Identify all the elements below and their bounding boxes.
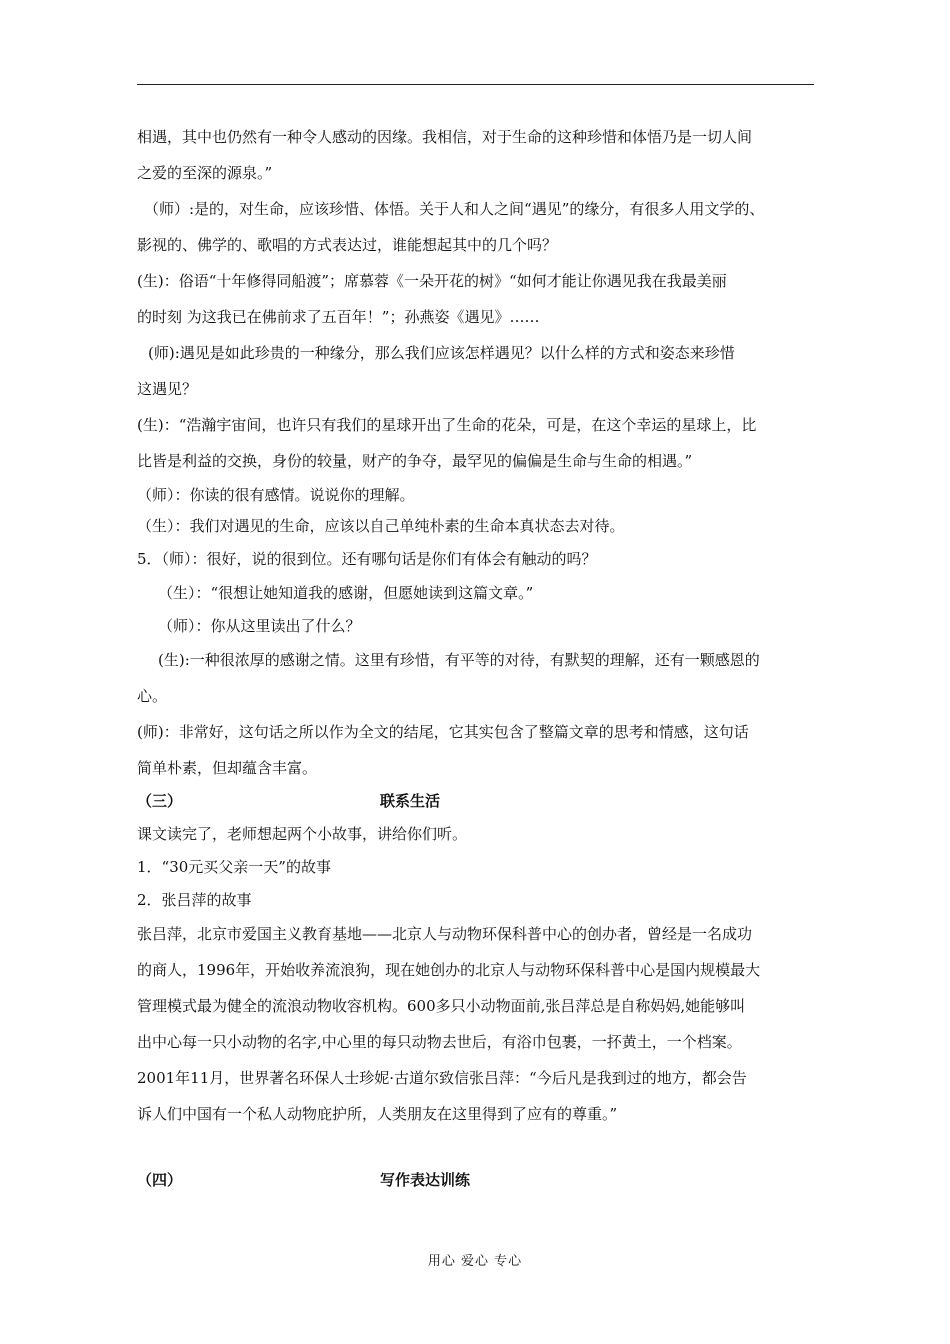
paragraph-line: 2001年11月，世界著名环保人士珍妮·古道尔致信张吕萍：“今后凡是我到过的地方，都会告 — [137, 1069, 747, 1087]
header-rule — [137, 84, 814, 85]
paragraph-line: 管理模式最为健全的流浪动物收容机构。600多只小动物面前,张吕萍总是自称妈妈,她能够叫 — [137, 997, 746, 1015]
paragraph-line: 心。 — [137, 687, 168, 705]
paragraph-line: 出中心每一只小动物的名字,中心里的每只动物去世后，有浴巾包裹，一抔黄土，一个档案。 — [137, 1033, 742, 1051]
paragraph-line: 的时刻 为这我已在佛前求了五百年！”；孙燕姿《遇见》…… — [137, 308, 540, 326]
paragraph-line: 张吕萍，北京市爱国主义教育基地——北京人与动物环保科普中心的创办者，曾经是一名成功 — [137, 925, 753, 943]
paragraph-line: (师):遇见是如此珍贵的一种缘分，那么我们应该怎样遇见？以什么样的方式和姿态来珍惜 — [148, 344, 735, 362]
paragraph-line: 1．“30元买父亲一天”的故事 — [137, 858, 331, 876]
paragraph-line: 简单朴素，但却蕴含丰富。 — [137, 759, 318, 777]
paragraph-line: （师）:是的，对生命，应该珍惜、体悟。关于人和人之间“遇见”的缘分，有很多人用文学的、 — [144, 200, 765, 218]
paragraph-line: （生）：我们对遇见的生命，应该以自己单纯朴素的生命本真状态去对待。 — [137, 517, 625, 535]
section-number: （四） — [137, 1171, 183, 1189]
paragraph-line: （师）：你读的很有感情。说说你的理解。 — [137, 486, 415, 504]
section-title: 联系生活 — [380, 792, 441, 810]
section-title: 写作表达训练 — [380, 1171, 471, 1189]
paragraph-line: (师)：非常好，这句话之所以作为全文的结尾，它其实包含了整篇文章的思考和情感，这句话 — [137, 723, 749, 741]
paragraph-line: 之爱的至深的源泉。” — [137, 164, 273, 182]
section-number: （三） — [137, 792, 183, 810]
page-footer: 用心 爱心 专心 — [427, 1254, 523, 1269]
paragraph-line: (生)：俗语“十年修得同船渡”；席慕蓉《一朵开花的树》“如何才能让你遇见我在我最美丽 — [137, 272, 727, 290]
paragraph-line: 诉人们中国有一个私人动物庇护所，人类朋友在这里得到了应有的尊重。” — [137, 1105, 618, 1123]
paragraph-line: （生）：“很想让她知道我的感谢，但愿她读到这篇文章。” — [158, 584, 534, 602]
paragraph-line: (生):一种很浓厚的感谢之情。这里有珍惜，有平等的对待，有默契的理解，还有一颗感恩的 — [158, 651, 760, 669]
paragraph-line: 5．（师）：很好，说的很到位。还有哪句话是你们有体会有触动的吗？ — [137, 550, 597, 568]
paragraph-line: 课文读完了，老师想起两个小故事，讲给你们听。 — [137, 825, 468, 843]
paragraph-line: 影视的、佛学的、歌唱的方式表达过，谁能想起其中的几个吗？ — [137, 236, 558, 254]
paragraph-line: 相遇，其中也仍然有一种令人感动的因缘。我相信，对于生命的这种珍惜和体悟乃是一切人间 — [137, 128, 753, 146]
paragraph-line: (生)：“浩瀚宇宙间，也许只有我们的星球开出了生命的花朵，可是，在这个幸运的星球上，比 — [137, 416, 757, 434]
paragraph-line: 这遇见？ — [137, 380, 198, 398]
paragraph-line: 2．张吕萍的故事 — [137, 891, 252, 909]
paragraph-line: 比皆是利益的交换，身份的较量，财产的争夺，最罕见的偏偏是生命与生命的相遇。” — [137, 452, 693, 470]
paragraph-line: 的商人，1996年，开始收养流浪狗，现在她创办的北京人与动物环保科普中心是国内规模最大 — [137, 961, 761, 979]
paragraph-line: （师）：你从这里读出了什么？ — [158, 617, 361, 635]
